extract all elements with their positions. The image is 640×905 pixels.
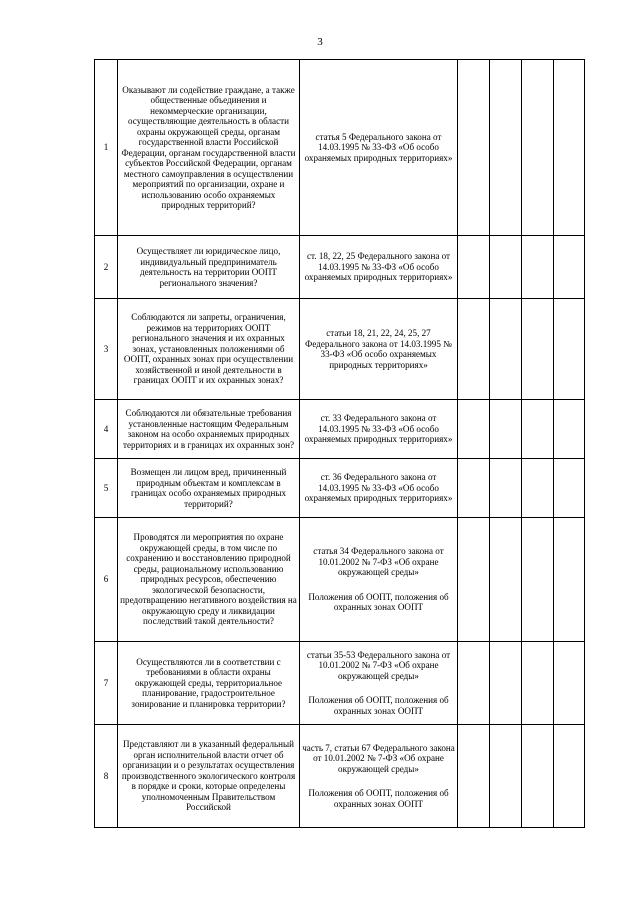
table-row [95, 459, 585, 518]
answer-cell [522, 236, 554, 299]
legal-reference: статьи 35-53 Федерального закона от 10.01.2002 № 7-ФЗ «Об охране окружающей среды» [306, 649, 451, 681]
question-cell: Оказывают ли содействие граждане, а также общественные объединения и некоммерческие организации, осуществляющие деятельность в области охраны окружающей среды, органам государственной власти Российской Федерации, органам государственной власти субъектов Российской Федерации, органам местного самоуправления в осуществлении мероприятий по организации, охране и использованию особо охраняемых природных территорий? [118, 60, 300, 236]
legal-reference-cell [300, 299, 458, 400]
reference-gap [302, 578, 455, 592]
answer-cell [490, 518, 522, 642]
answer-cell [490, 400, 522, 459]
table-row [95, 400, 585, 459]
legal-reference-cell [300, 518, 458, 642]
answer-cell [490, 236, 522, 299]
row-number: 6 [95, 518, 118, 642]
answer-cell [554, 518, 585, 642]
page-number: 3 [317, 36, 323, 48]
answer-cell [458, 725, 490, 828]
legal-reference: Положения об ООПТ, положения об охранных зонах ООПТ [308, 591, 449, 613]
legal-reference: Положения об ООПТ, положения об охранных зонах ООПТ [308, 695, 449, 716]
question-cell: Проводятся ли мероприятия по охране окружающей среды, в том числе по сохранению и восстановлению природной среды, рациональному использованию природных ресурсов, обеспечению экологической безопасности, предотвращению негативного воздействия на окружающую среду и ликвидации последствий такой деятельности? [118, 518, 300, 642]
answer-cell [554, 236, 585, 299]
legal-reference-cell [300, 642, 458, 725]
answer-cell [554, 642, 585, 725]
answer-cell [522, 459, 554, 518]
answer-cell [458, 459, 490, 518]
answer-cell [490, 299, 522, 400]
legal-reference: часть 7, статьи 67 Федерального закона от 10.01.2002 № 7-ФЗ «Об охране окружающей среды» [302, 742, 455, 774]
question-cell: Представляют ли в указанный федеральный орган исполнительной власти отчет об организации и о результатах осуществления производственного экологического контроля в порядке и сроки, которые определены уполномоченным Правительством Российской [118, 725, 300, 828]
answer-cell [554, 60, 585, 236]
legal-reference-cell [300, 400, 458, 459]
reference-gap [302, 681, 455, 695]
legal-reference-cell [300, 236, 458, 299]
answer-cell [490, 725, 522, 828]
answer-cell [490, 642, 522, 725]
row-number: 3 [95, 299, 118, 400]
answer-cell [554, 459, 585, 518]
table-row [95, 236, 585, 299]
answer-cell [522, 518, 554, 642]
question-cell: Соблюдаются ли запреты, ограничения, режимов на территориях ООПТ регионального значения и их охранных зонах, установленных положениями об ООПТ, охранных зонах при осуществлении хозяйственной и иной деятельности в границах ООПТ и их охранных зонах? [118, 299, 300, 400]
question-cell: Возмещен ли лицом вред, причиненный природным объектам и комплексам в границах особо охраняемых природных территорий? [118, 459, 300, 518]
answer-cell [490, 459, 522, 518]
legal-reference: ст. 33 Федерального закона от 14.03.1995 № 33-ФЗ «Об особо охраняемых природных территориях» [304, 413, 453, 445]
table-row [95, 299, 585, 400]
answer-cell [458, 236, 490, 299]
row-number: 2 [95, 236, 118, 299]
checklist-table [94, 59, 585, 828]
answer-cell [522, 725, 554, 828]
checklist-table-body [95, 60, 585, 828]
answer-cell [458, 642, 490, 725]
legal-reference-cell [300, 459, 458, 518]
legal-reference: ст. 18, 22, 25 Федерального закона от 14.03.1995 № 33-ФЗ «Об особо охраняемых природных территориях» [304, 251, 453, 283]
table-row [95, 518, 585, 642]
row-number: 4 [95, 400, 118, 459]
question-cell: Соблюдаются ли обязательные требования установленные настоящим Федеральным законом на особо охраняемых природных территориях и в границах их охранных зон? [118, 400, 300, 459]
legal-reference: статья 34 Федерального закона от 10.01.2002 № 7-ФЗ «Об охране окружающей среды» [313, 546, 444, 578]
reference-gap [302, 774, 455, 788]
legal-reference: ст. 36 Федерального закона от 14.03.1995 № 33-ФЗ «Об особо охраняемых природных территориях» [304, 472, 453, 504]
answer-cell [554, 725, 585, 828]
answer-cell [522, 642, 554, 725]
answer-cell [490, 60, 522, 236]
legal-reference-cell [300, 60, 458, 236]
question-cell: Осуществляются ли в соответствии с требованиями в области охраны окружающей среды, территориальное планирование, градостроительное зонирование и планировка территории? [118, 642, 300, 725]
table-row [95, 642, 585, 725]
legal-reference: Положения об ООПТ, положения об охранных зонах ООПТ [308, 788, 449, 809]
answer-cell [522, 400, 554, 459]
answer-cell [458, 400, 490, 459]
answer-cell [554, 299, 585, 400]
row-number: 7 [95, 642, 118, 725]
answer-cell [522, 299, 554, 400]
legal-reference: статьи 18, 21, 22, 24, 25, 27 Федерального закона от 14.03.1995 № 33-ФЗ «Об особо охраняемых природных территориях» [305, 328, 452, 370]
answer-cell [458, 60, 490, 236]
answer-cell [458, 299, 490, 400]
answer-cell [554, 400, 585, 459]
legal-reference-cell [300, 725, 458, 828]
question-cell: Осуществляет ли юридическое лицо, индивидуальный предприниматель деятельность на территории ООПТ регионального значения? [118, 236, 300, 299]
table-row [95, 725, 585, 828]
answer-cell [458, 518, 490, 642]
answer-cell [522, 60, 554, 236]
legal-reference: статья 5 Федерального закона от 14.03.1995 № 33-ФЗ «Об особо охраняемых природных территориях» [304, 131, 453, 163]
row-number: 5 [95, 459, 118, 518]
table-row [95, 60, 585, 236]
row-number: 8 [95, 725, 118, 828]
row-number: 1 [95, 60, 118, 236]
